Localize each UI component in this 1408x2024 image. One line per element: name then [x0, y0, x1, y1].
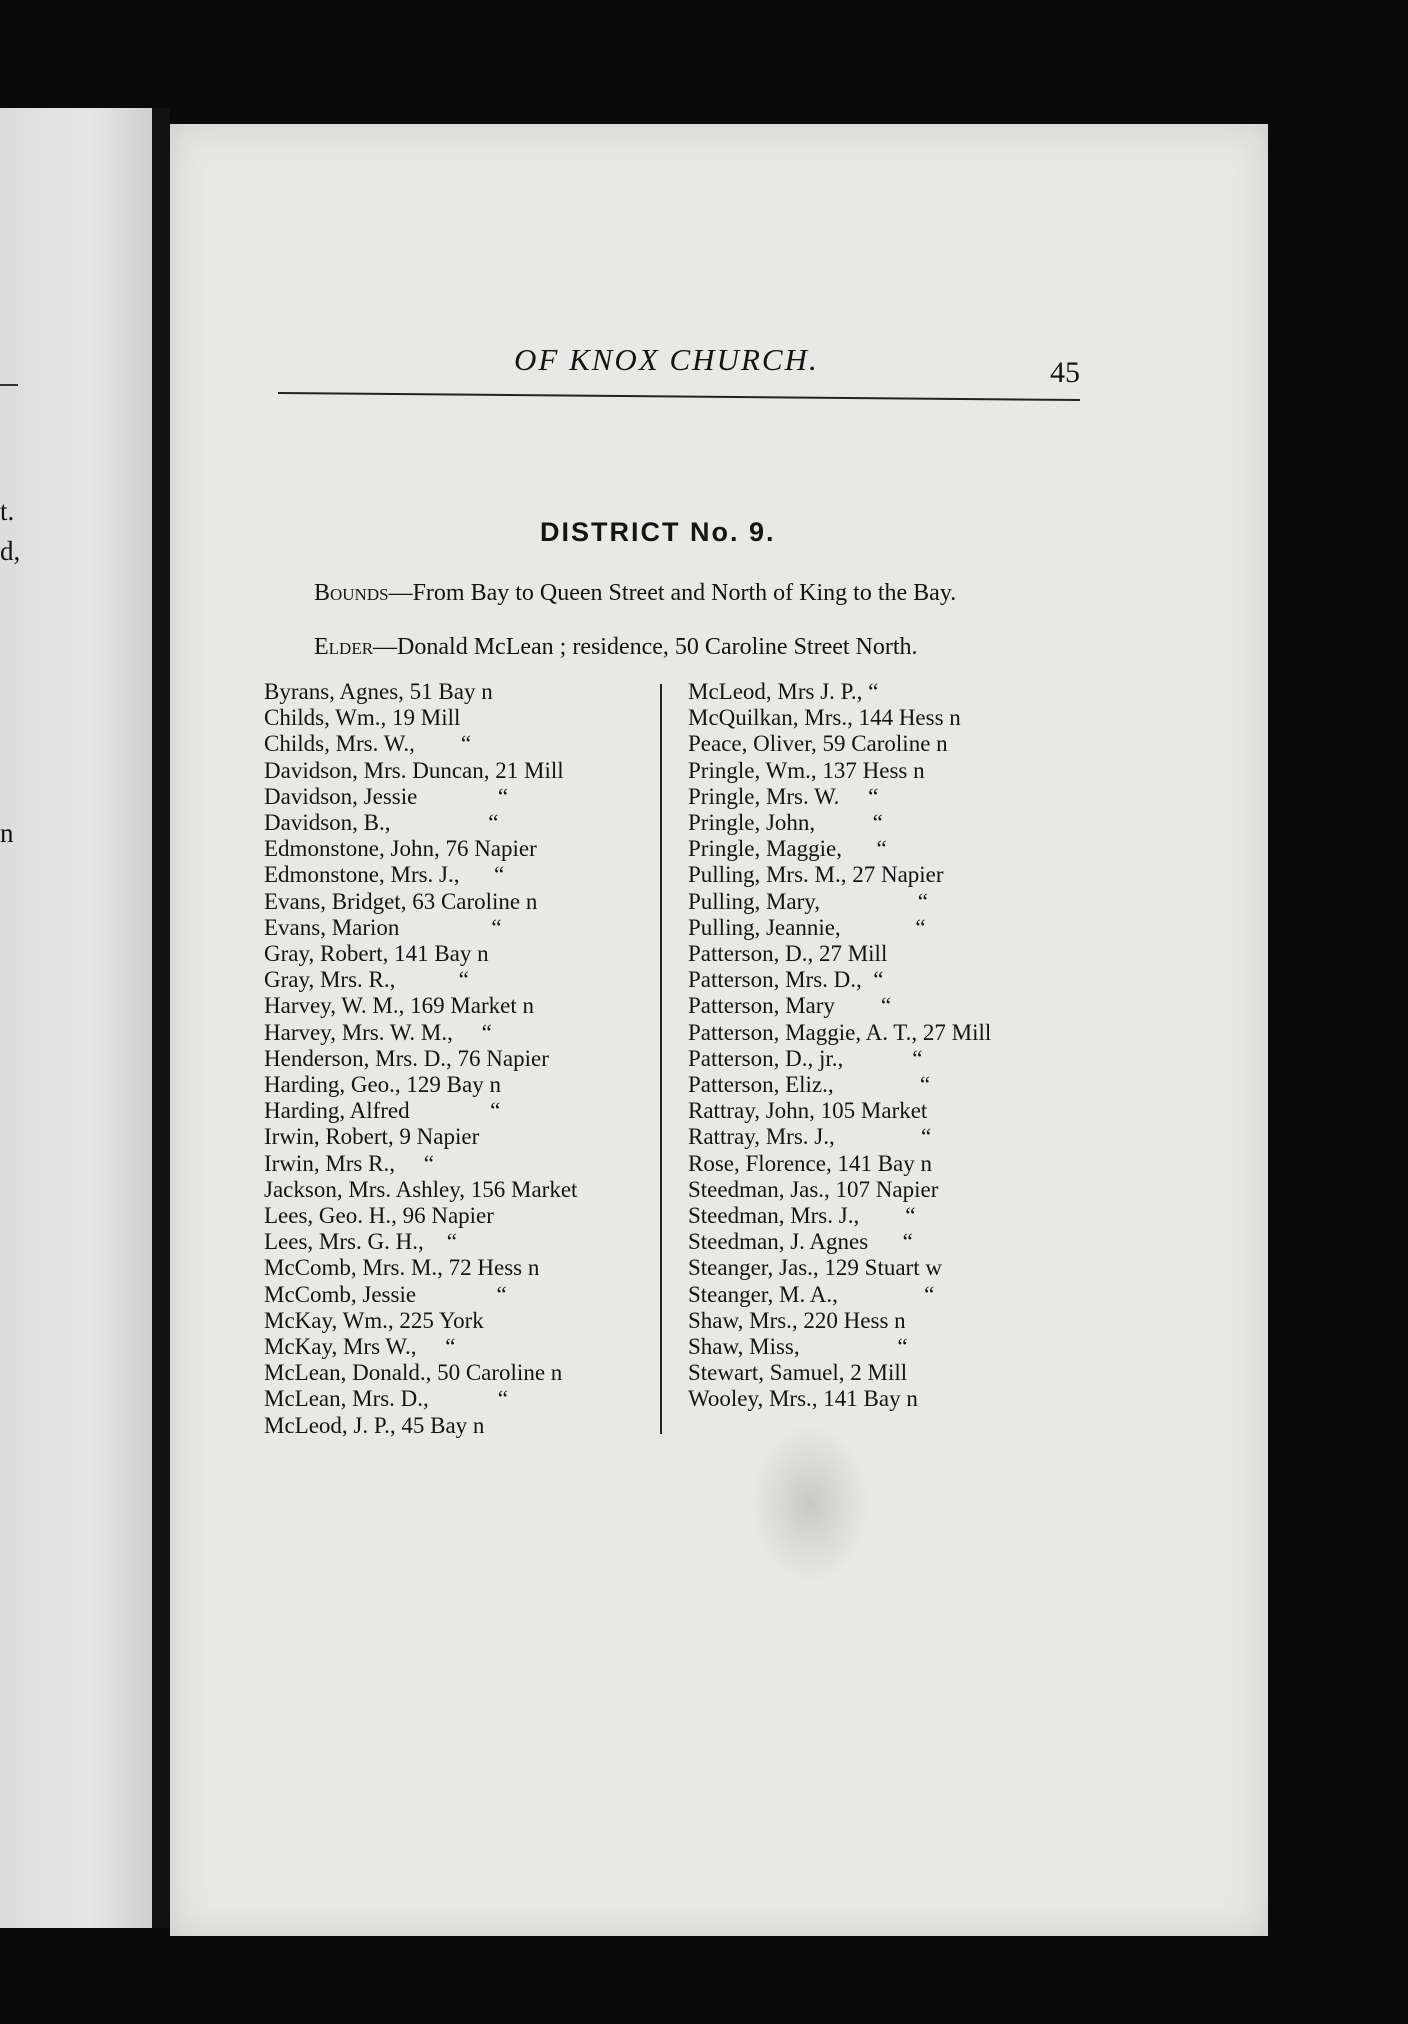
members-column-right [688, 679, 1168, 1413]
member-entry: Patterson, Mrs. D., “ [688, 967, 884, 993]
bounds-line [314, 580, 956, 607]
facing-page-fragment: t. [0, 496, 15, 526]
column-divider [660, 684, 662, 1434]
member-entry: McComb, Jessie “ [264, 1281, 507, 1307]
member-entry: Evans, Bridget, 63 Caroline n [264, 888, 538, 914]
member-entry: McComb, Mrs. M., 72 Hess n [264, 1255, 540, 1281]
member-entry: Patterson, Eliz., “ [688, 1072, 931, 1098]
member-entry: Harvey, W. M., 169 Market n [264, 993, 534, 1019]
member-entry: McLean, Donald., 50 Caroline n [264, 1360, 563, 1386]
members-column-left [264, 679, 654, 1439]
member-entry: Davidson, Jessie “ [264, 783, 509, 809]
member-entry: Harding, Alfred “ [264, 1098, 501, 1124]
member-entry: Steedman, Mrs. J., “ [688, 1203, 916, 1229]
member-entry: Childs, Mrs. W., “ [264, 731, 472, 757]
facing-page-fragment: d, [0, 536, 21, 566]
facing-page-fragment: n [0, 818, 14, 848]
member-entry: Irwin, Robert, 9 Napier [264, 1124, 480, 1150]
member-entry: Harding, Geo., 129 Bay n [264, 1072, 501, 1098]
elder-line [314, 634, 918, 661]
member-entry: Lees, Geo. H., 96 Napier [264, 1203, 494, 1229]
member-entry: Pringle, Wm., 137 Hess n [688, 757, 925, 783]
member-entry: Wooley, Mrs., 141 Bay n [688, 1386, 918, 1412]
member-entry: Davidson, Mrs. Duncan, 21 Mill [264, 757, 564, 783]
member-entry: Steanger, Jas., 129 Stuart w [688, 1255, 942, 1281]
member-entry: Patterson, D., 27 Mill [688, 941, 888, 967]
member-entry: Steedman, J. Agnes “ [688, 1229, 913, 1255]
member-entry: McLeod, J. P., 45 Bay n [264, 1412, 485, 1438]
member-entry: Pringle, John, “ [688, 810, 883, 836]
running-title: OF KNOX CHURCH. [514, 342, 819, 377]
member-entry: Harvey, Mrs. W. M., “ [264, 1019, 492, 1045]
member-entry: Rattray, Mrs. J., “ [688, 1124, 932, 1150]
member-entry: Evans, Marion “ [264, 914, 502, 940]
member-entry: McKay, Wm., 225 York [264, 1307, 484, 1333]
member-entry: Steedman, Jas., 107 Napier [688, 1176, 939, 1202]
member-entry: Pringle, Maggie, “ [688, 836, 887, 862]
member-entry: Byrans, Agnes, 51 Bay n [264, 679, 493, 704]
facing-page-rule [0, 384, 18, 386]
member-entry: Henderson, Mrs. D., 76 Napier [264, 1045, 549, 1071]
member-entry: McKay, Mrs W., “ [264, 1334, 456, 1360]
member-entry: Shaw, Mrs., 220 Hess n [688, 1307, 906, 1333]
member-entry: McLean, Mrs. D., “ [264, 1386, 509, 1412]
member-entry: Gray, Mrs. R., “ [264, 967, 469, 993]
paper-smudge [750, 1424, 870, 1584]
page-number: 45 [1050, 356, 1080, 389]
member-entry: Pulling, Jeannie, “ [688, 914, 926, 940]
bounds-label: Bounds [314, 580, 389, 606]
member-entry: Shaw, Miss, “ [688, 1334, 908, 1360]
district-heading: DISTRICT No. 9. [540, 517, 776, 547]
member-entry: Rattray, John, 105 Market [688, 1098, 928, 1124]
bounds-text: —From Bay to Queen Street and North of King to the Bay. [388, 580, 957, 606]
member-entry: Patterson, Mary “ [688, 993, 892, 1019]
member-entry: Stewart, Samuel, 2 Mill [688, 1360, 908, 1386]
facing-page-edge [0, 108, 152, 1928]
member-entry: McQuilkan, Mrs., 144 Hess n [688, 705, 961, 731]
member-entry: Pulling, Mrs. M., 27 Napier [688, 862, 944, 888]
member-entry: Edmonstone, Mrs. J., “ [264, 862, 505, 888]
book-gutter [152, 108, 170, 1928]
elder-text: —Donald McLean ; residence, 50 Caroline Street North. [373, 634, 918, 660]
member-entry: Patterson, D., jr., “ [688, 1045, 923, 1071]
member-entry: Jackson, Mrs. Ashley, 156 Market [264, 1176, 578, 1202]
member-entry: Childs, Wm., 19 Mill [264, 705, 461, 731]
member-entry: Pulling, Mary, “ [688, 888, 928, 914]
member-entry: Irwin, Mrs R., “ [264, 1150, 434, 1176]
member-entry: Gray, Robert, 141 Bay n [264, 941, 489, 967]
document-page [170, 124, 1268, 1936]
elder-label: Elder [314, 634, 374, 660]
header-rule [278, 392, 1080, 401]
member-entry: Edmonstone, John, 76 Napier [264, 836, 537, 862]
member-entry: Pringle, Mrs. W. “ [688, 783, 879, 809]
member-entry: Patterson, Maggie, A. T., 27 Mill [688, 1019, 992, 1045]
member-entry: Steanger, M. A., “ [688, 1281, 935, 1307]
member-entry: McLeod, Mrs J. P., “ [688, 679, 879, 704]
member-entry: Rose, Florence, 141 Bay n [688, 1150, 933, 1176]
member-entry: Lees, Mrs. G. H., “ [264, 1229, 457, 1255]
member-entry: Peace, Oliver, 59 Caroline n [688, 731, 948, 757]
member-entry: Davidson, B., “ [264, 810, 499, 836]
